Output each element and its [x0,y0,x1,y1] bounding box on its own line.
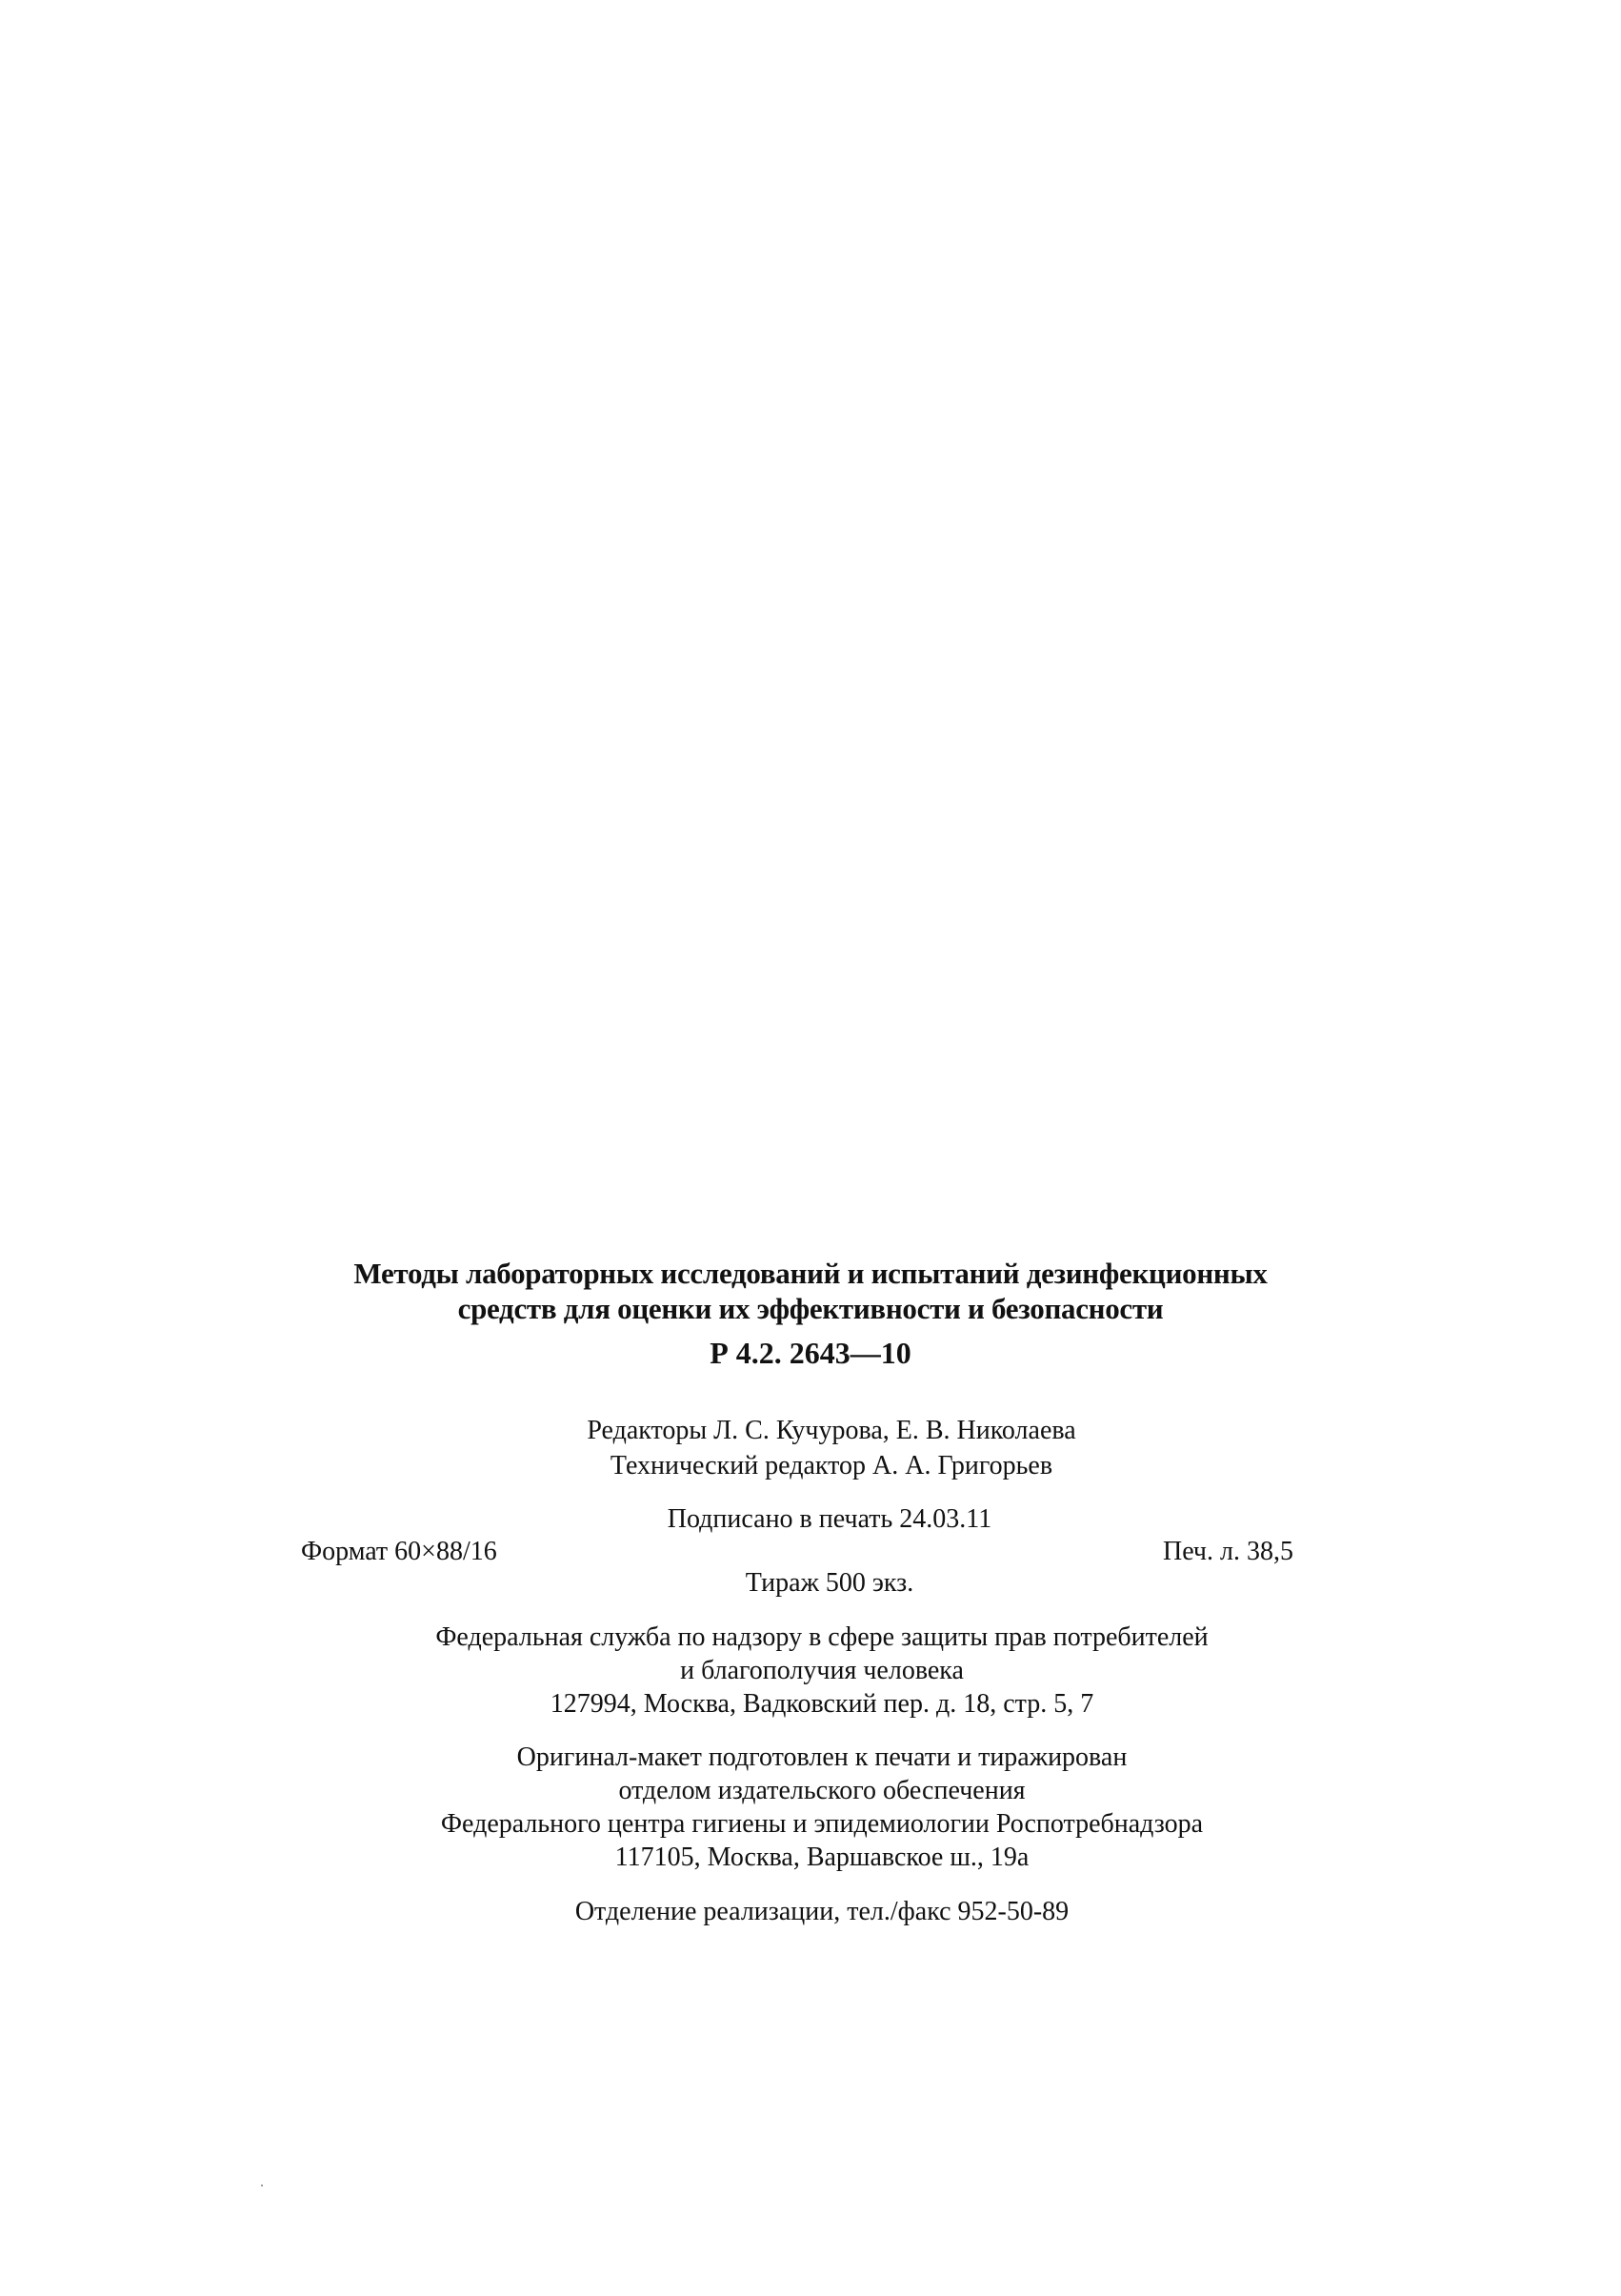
title-line-1: Методы лабораторных исследований и испытаний дезинфекционных [353,1257,1268,1290]
publisher-line-1: Федеральная служба по надзору в сфере защиты прав потребителей [435,1622,1209,1652]
print-run: Тираж 500 экз. [745,1568,914,1598]
editors: Редакторы Л. С. Кучурова, Е. В. Николаева [587,1416,1076,1445]
signed-to-print: Подписано в печать 24.03.11 [667,1504,992,1534]
printer-address: 117105, Москва, Варшавское ш., 19а [614,1843,1030,1872]
printed-sheets: Печ. л. 38,5 [1162,1537,1293,1566]
scan-speck [261,2185,263,2186]
sales-department: Отделение реализации, тел./факс 952-50-89 [574,1897,1070,1926]
document-number: Р 4.2. 2643—10 [710,1336,911,1370]
printer-line-3: Федерального центра гигиены и эпидемиологии Роспотребнадзора [440,1809,1204,1839]
paper-format: Формат 60×88/16 [301,1537,497,1566]
publisher-line-2: и благополучия человека [680,1656,964,1685]
technical-editor: Технический редактор А. А. Григорьев [610,1451,1053,1480]
publisher-address: 127994, Москва, Вадковский пер. д. 18, стр. 5, 7 [550,1689,1094,1719]
printer-line-1: Оригинал-макет подготовлен к печати и тиражирован [516,1742,1128,1772]
title-line-2: средств для оценки их эффективности и безопасности [457,1292,1164,1325]
printer-line-2: отделом издательского обеспечения [618,1776,1026,1805]
